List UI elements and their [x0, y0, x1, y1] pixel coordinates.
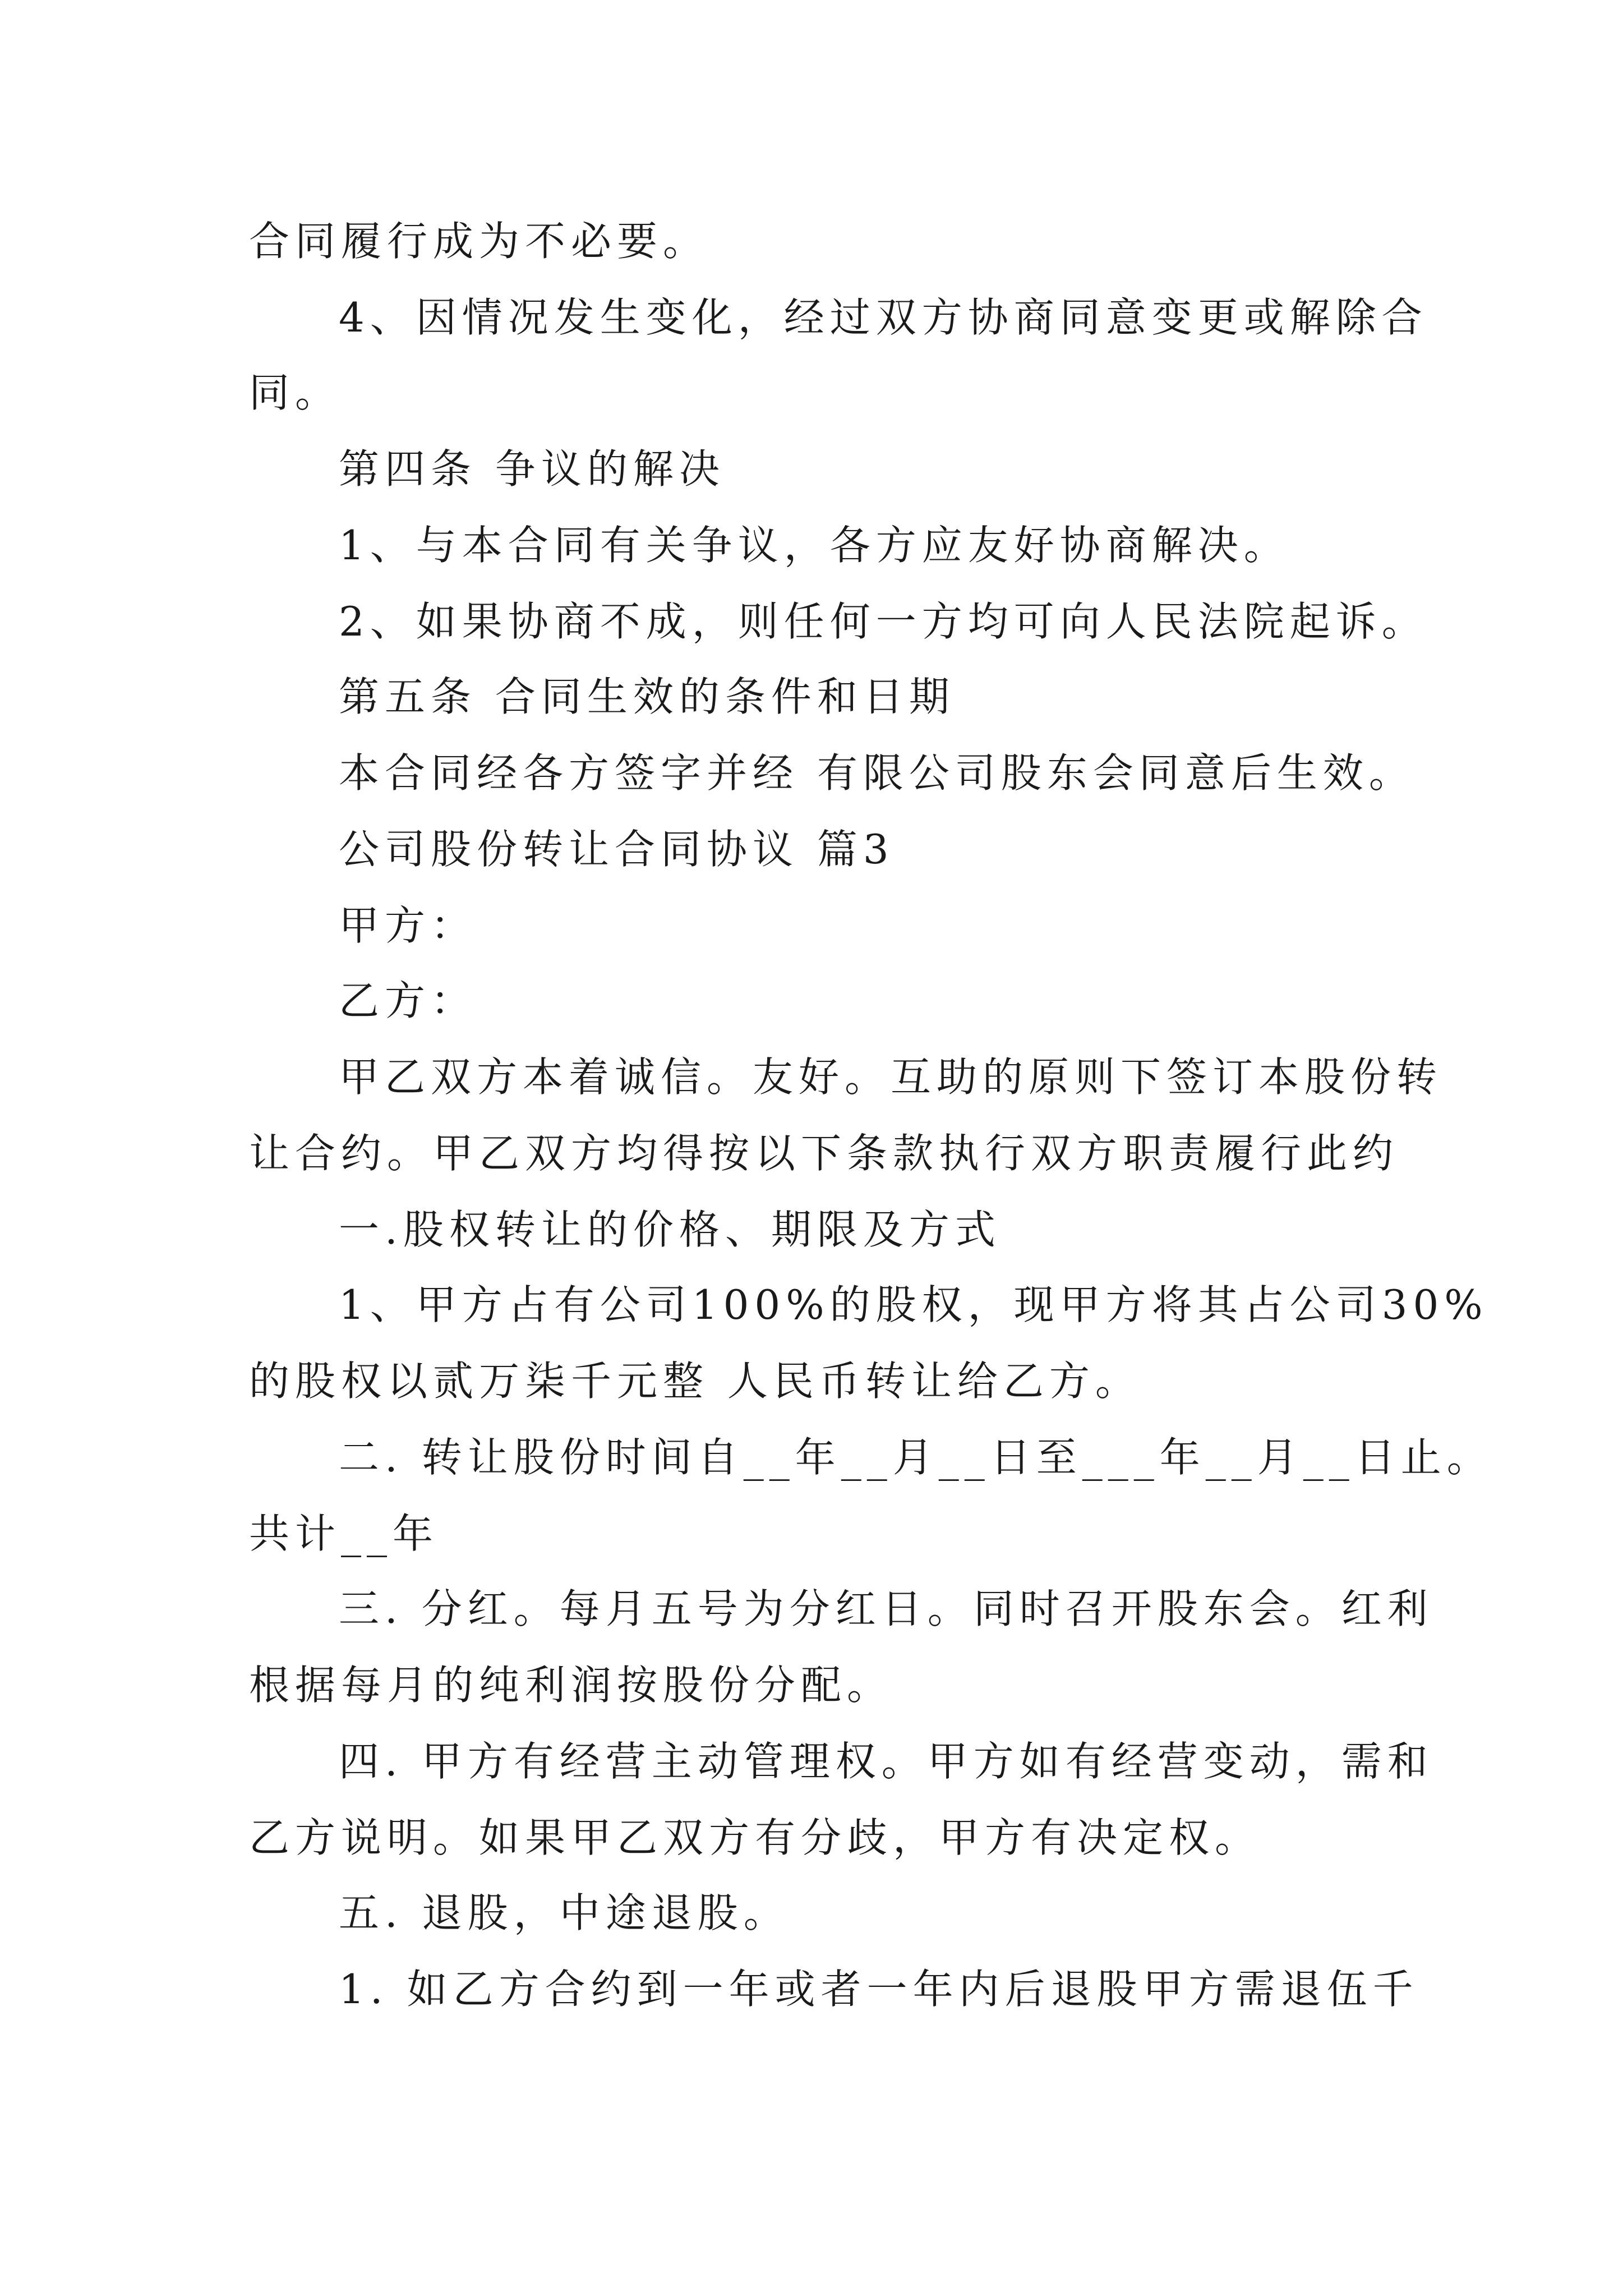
party-a-label: 甲方：: [339, 902, 477, 949]
text-line: 乙方说明。如果甲乙双方有分歧，甲方有决定权。: [249, 1814, 1261, 1861]
text-line: 合同履行成为不必要。: [249, 218, 709, 265]
text-line: 1. 如乙方合约到一年或者一年内后退股甲方需退伍千: [339, 1966, 1419, 2013]
text-line: 1、甲方占有公司100%的股权，现甲方将其占公司30%: [339, 1281, 1488, 1328]
text-line: 2、如果协商不成，则任何一方均可向人民法院起诉。: [339, 598, 1428, 645]
section-heading: 一.股权转让的价格、期限及方式: [339, 1206, 1001, 1253]
text-line: 本合同经各方签字并经 有限公司股东会同意后生效。: [339, 749, 1415, 797]
document-title: 公司股份转让合同协议 篇3: [339, 826, 895, 873]
text-line: 共计__年: [249, 1510, 439, 1557]
party-b-label: 乙方：: [339, 977, 477, 1024]
text-line: 甲乙双方本着诚信。友好。互助的原则下签订本股份转: [339, 1053, 1443, 1101]
text-line: 4、因情况发生变化，经过双方协商同意变更或解除合: [339, 294, 1428, 341]
text-line: 根据每月的纯利润按股份分配。: [249, 1662, 893, 1709]
text-line: 同。: [249, 369, 342, 416]
text-line: 五. 退股，中途退股。: [339, 1889, 790, 1936]
text-line: 的股权以贰万柒千元整 人民币转让给乙方。: [249, 1358, 1141, 1405]
section-heading: 第五条 合同生效的条件和日期: [339, 673, 955, 720]
text-line: 让合约。甲乙双方均得按以下条款执行双方职责履行此约: [249, 1130, 1399, 1177]
text-line: 1、与本合同有关争议，各方应友好协商解决。: [339, 522, 1290, 569]
section-heading: 第四条 争议的解决: [339, 445, 725, 493]
text-line: 三. 分红。每月五号为分红日。同时召开股东会。红利: [339, 1585, 1433, 1632]
text-line: 四. 甲方有经营主动管理权。甲方如有经营变动，需和: [339, 1738, 1433, 1785]
text-line: 二. 转让股份时间自__年__月__日至___年__月__日止。: [339, 1434, 1493, 1481]
